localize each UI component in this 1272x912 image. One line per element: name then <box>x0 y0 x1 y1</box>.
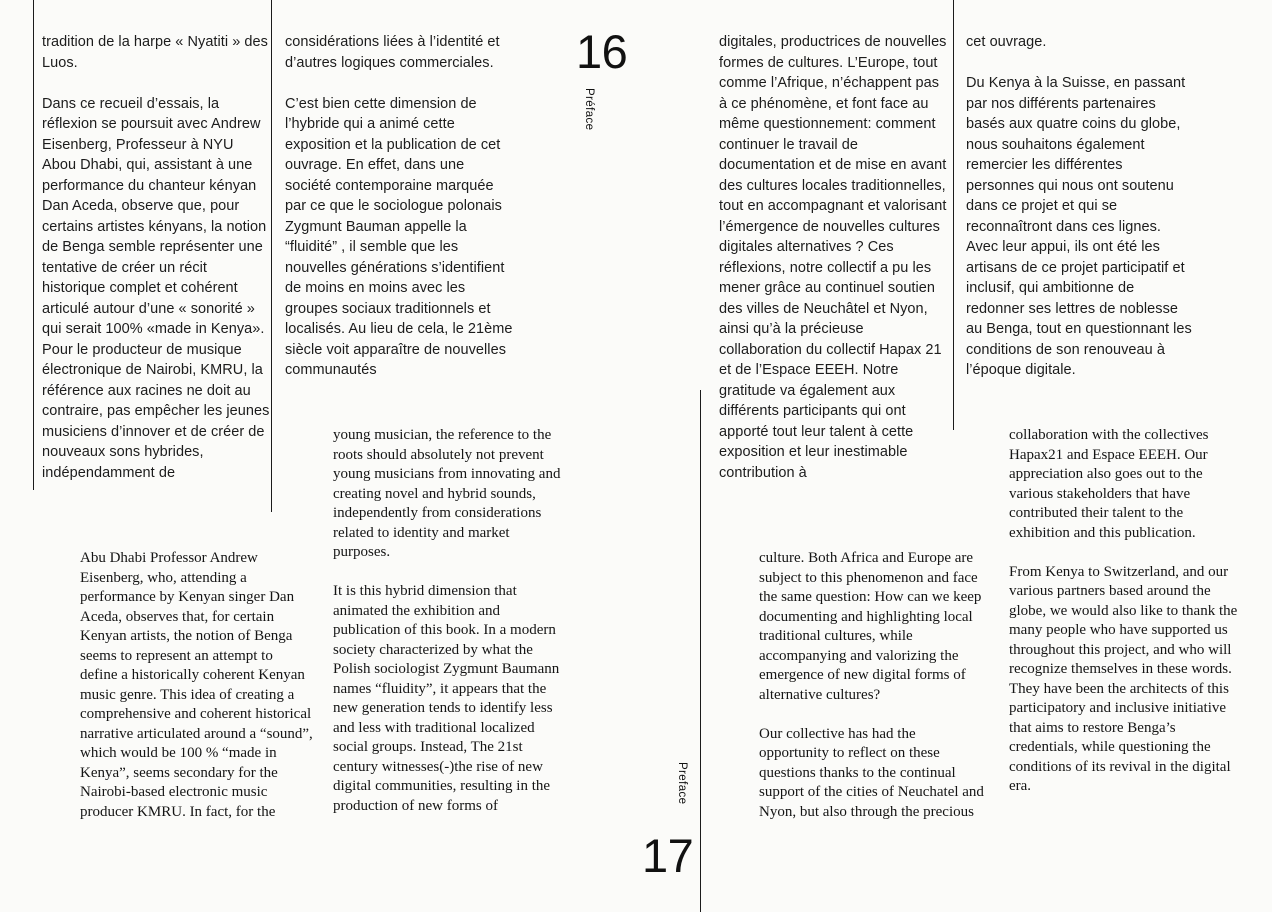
right-page-number: 17 <box>642 829 694 882</box>
english-paragraph: It is this hybrid dimension that animated the exhibition and publication of this book. In a modern society characterized by what the Polish sociologist Zygmunt Baumann names “fluidity”, it appears that the new generation tends to identify less and less with traditional localized social groups. Instead, The 21st century witnesses(-)the rise of new digital communities, resulting in the production of new forms of <box>333 583 560 814</box>
english-column-1 <box>80 549 314 842</box>
french-paragraph: considérations liées à l’identité et d’autres logiques commerciales. <box>285 34 500 71</box>
french-column-3 <box>719 32 949 504</box>
english-column-4 <box>1009 426 1245 816</box>
grid-rule-left-margin <box>33 0 34 490</box>
right-section-label: Preface <box>676 762 688 805</box>
french-paragraph: Dans ce recueil d’essais, la réflexion se poursuit avec Andrew Eisenberg, Professeur à NYU Abou Dhabi, qui, assistant à une performance du chanteur kényan Dan Aceda, observe que, pour certains artistes kényans, la notion de Benga semble représenter une tentative de créer un récit historique complet et cohérent articulé autour d’une « sonorité » qui serait 100% «made in Kenya». Pour le producteur de musique électronique de Nairobi, KMRU, la référence aux racines ne doit au contraire, pas empêcher les jeunes musiciens d’innover et de créer de nouveaux sons hybrides, indépendamment de <box>42 95 270 481</box>
french-paragraph: digitales, productrices de nouvelles formes de cultures. L’Europe, tout comme l’Afrique, n’échappent pas à ce phénomène, et font face au même questionnement: comment continuer le travail de documentation et de mise en avant des cultures locales traditionnelles, tout en accompagnant et valorisant l’émergence de nouvelles cultures digitales alternatives ? Ces réflexions, notre collectif a pu les mener grâce au continuel soutien des villes de Neuchâtel et Nyon, ainsi qu’à la précieuse collaboration du collectif Hapax 21 et de l’Espace EEEH. Notre gratitude va également aux différents participants qui ont apporté tout leur talent à cette exposition et leur inestimable contribution à <box>719 34 947 481</box>
english-column-2 <box>333 426 565 836</box>
french-paragraph: cet ouvrage. <box>966 34 1047 50</box>
french-column-4 <box>966 32 1194 401</box>
english-paragraph: culture. Both Africa and Europe are subject to this phenomenon and face the same question: How can we keep documenting and highlighting local traditional cultures, while accompanying and valorizing the emergence of new digital forms of alternative cultures? <box>759 550 982 703</box>
french-paragraph: Du Kenya à la Suisse, en passant par nos différents partenaires basés aux quatre coins du globe, nous souhaitons également remercier les différentes personnes qui nous ont soutenu dans ce projet et qui se reconnaîtront dans ces lignes. Avec leur appui, ils ont été les artisans de ce projet participatif et inclusif, qui ambitionne de redonner ses lettres de noblesse au Benga, tout en questionnant les conditions de son renouveau à l’époque digitale. <box>966 75 1192 378</box>
english-paragraph: From Kenya to Switzerland, and our various partners based around the globe, we would also like to thank the many people who have supported us throughout this project, and who will recognize themselves in these words. They have been the architects of this participatory and inclusive initiative that aims to restore Benga’s credentials, while questioning the conditions of its revival in the digital era. <box>1009 563 1238 794</box>
english-paragraph: Our collective has had the opportunity to reflect on these questions thanks to the continual support of the cities of Neuchatel and Nyon, but also through the precious <box>759 725 984 820</box>
left-section-label: Préface <box>583 88 595 131</box>
grid-rule-center-spine <box>700 390 701 912</box>
english-paragraph: young musician, the reference to the roots should absolutely not prevent young musicians from innovating and creating novel and hybrid sounds, independently from considerations related to identity and market purposes. <box>333 427 561 560</box>
english-paragraph: Abu Dhabi Professor Andrew Eisenberg, who, attending a performance by Kenyan singer Dan Aceda, observes that, for certain Kenyan artists, the notion of Benga seems to represent an attempt to define a historically coherent Kenyan music genre. This idea of creating a comprehensive and coherent historical narrative articulated around a “sound”, which would be 100 % “made in Kenya”, seems secondary for the Nairobi-based electronic music producer KMRU. In fact, for the <box>80 550 313 820</box>
french-column-2 <box>285 32 513 401</box>
grid-rule-right-columns <box>953 0 954 430</box>
french-column-1 <box>42 32 270 504</box>
english-column-3 <box>759 549 989 842</box>
grid-rule-left-columns <box>271 0 272 512</box>
french-paragraph: C’est bien cette dimension de l’hybride qui a animé cette exposition et la publication de cet ouvrage. En effet, dans une société contemporaine marquée par ce que le sociologue polonais Zygmunt Bauman appelle la “fluidité” , il semble que les nouvelles générations s’identifient de moins en moins avec les groupes sociaux traditionnels et localisés. Au lieu de cela, le 21ème siècle voit apparaître de nouvelles communautés <box>285 95 513 378</box>
english-paragraph: collaboration with the collectives Hapax21 and Espace EEEH. Our appreciation also goes out to the various stakeholders that have contributed their talent to the exhibition and this publication. <box>1009 427 1209 541</box>
left-page-number: 16 <box>576 25 628 78</box>
french-paragraph: tradition de la harpe « Nyatiti » des Luos. <box>42 34 268 71</box>
